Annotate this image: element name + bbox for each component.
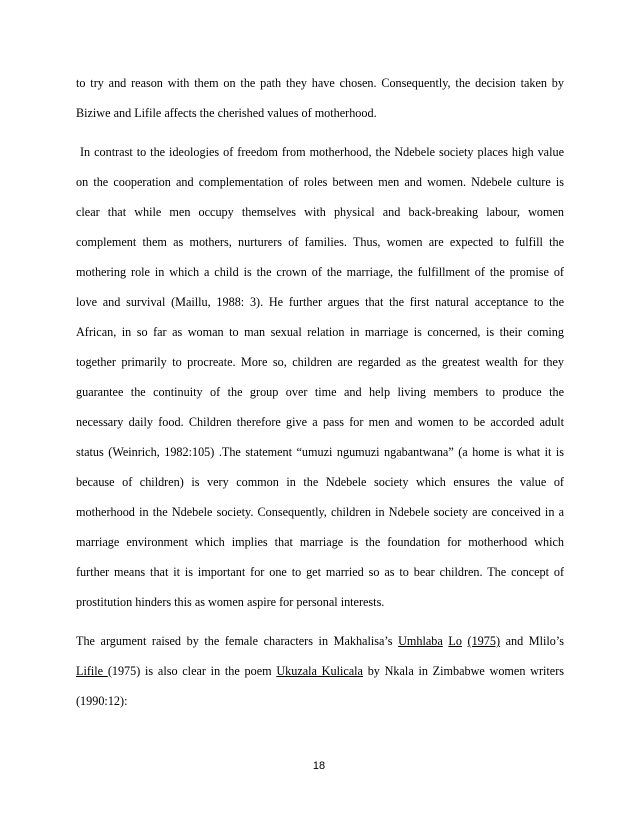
year-citation: (1975): [467, 634, 501, 648]
text-line: marriage environment which implies that marriage is the foundation for motherhood which: [76, 535, 564, 549]
text-line: further means that it is important for one to get married so as to bear children. The concept of: [76, 565, 564, 579]
text-line: motherhood in the Ndebele society. Consequently, children in Ndebele society are conceived in a: [76, 505, 564, 519]
book-title-lifile: Lifile: [76, 664, 108, 678]
text-line: clear that while men occupy themselves with physical and back-breaking labour, women: [76, 205, 564, 219]
text-line: status (Weinrich, 1982:105) .The statement “umuzi ngumuzi ngabantwana” (a home is what it is: [76, 445, 564, 459]
text-line: on the cooperation and complementation of roles between men and women. Ndebele culture is: [76, 175, 564, 189]
text-line: In contrast to the ideologies of freedom from motherhood, the Ndebele society places high value: [76, 145, 564, 159]
text-segment: The argument raised by the female characters in Makhalisa’s: [76, 634, 399, 648]
text-line: guarantee the continuity of the group over time and help living members to produce the: [76, 385, 564, 399]
text-line: to try and reason with them on the path they have chosen. Consequently, the decision taken by: [76, 76, 564, 90]
text-segment: (1975) is also clear in the poem: [107, 664, 277, 678]
text-line: prostitution hinders this as women aspire for personal interests.: [76, 595, 385, 609]
text-line: together primarily to procreate. More so, children are regarded as the greatest wealth for they: [76, 355, 564, 369]
poem-title-ukuzala-kulicala: Ukuzala Kulicala: [276, 664, 363, 678]
text-line: Biziwe and Lifile affects the cherished values of motherhood.: [76, 106, 377, 120]
text-segment: and Mlilo’s: [500, 634, 565, 648]
book-title-lo: Lo: [448, 634, 462, 648]
text-line: [76, 633, 564, 649]
text-line: because of children) is very common in the Ndebele society which ensures the value of: [76, 475, 564, 489]
page-number: 18: [312, 760, 326, 772]
book-title-umhlaba: Umhlaba: [398, 634, 443, 648]
text-line: (1990:12):: [76, 694, 128, 708]
text-line: necessary daily food. Children therefore give a pass for men and women to be accorded adult: [76, 415, 564, 429]
text-segment: by Nkala in Zimbabwe women writers: [362, 664, 564, 678]
text-line: [76, 663, 564, 679]
text-line: complement them as mothers, nurturers of families. Thus, women are expected to fulfill the: [76, 235, 564, 249]
text-line: love and survival (Maillu, 1988: 3). He further argues that the first natural acceptance to the: [76, 295, 564, 309]
text-line: mothering role in which a child is the crown of the marriage, the fulfillment of the promise of: [76, 265, 564, 279]
text-line: African, in so far as woman to man sexual relation in marriage is concerned, is their coming: [76, 325, 564, 339]
